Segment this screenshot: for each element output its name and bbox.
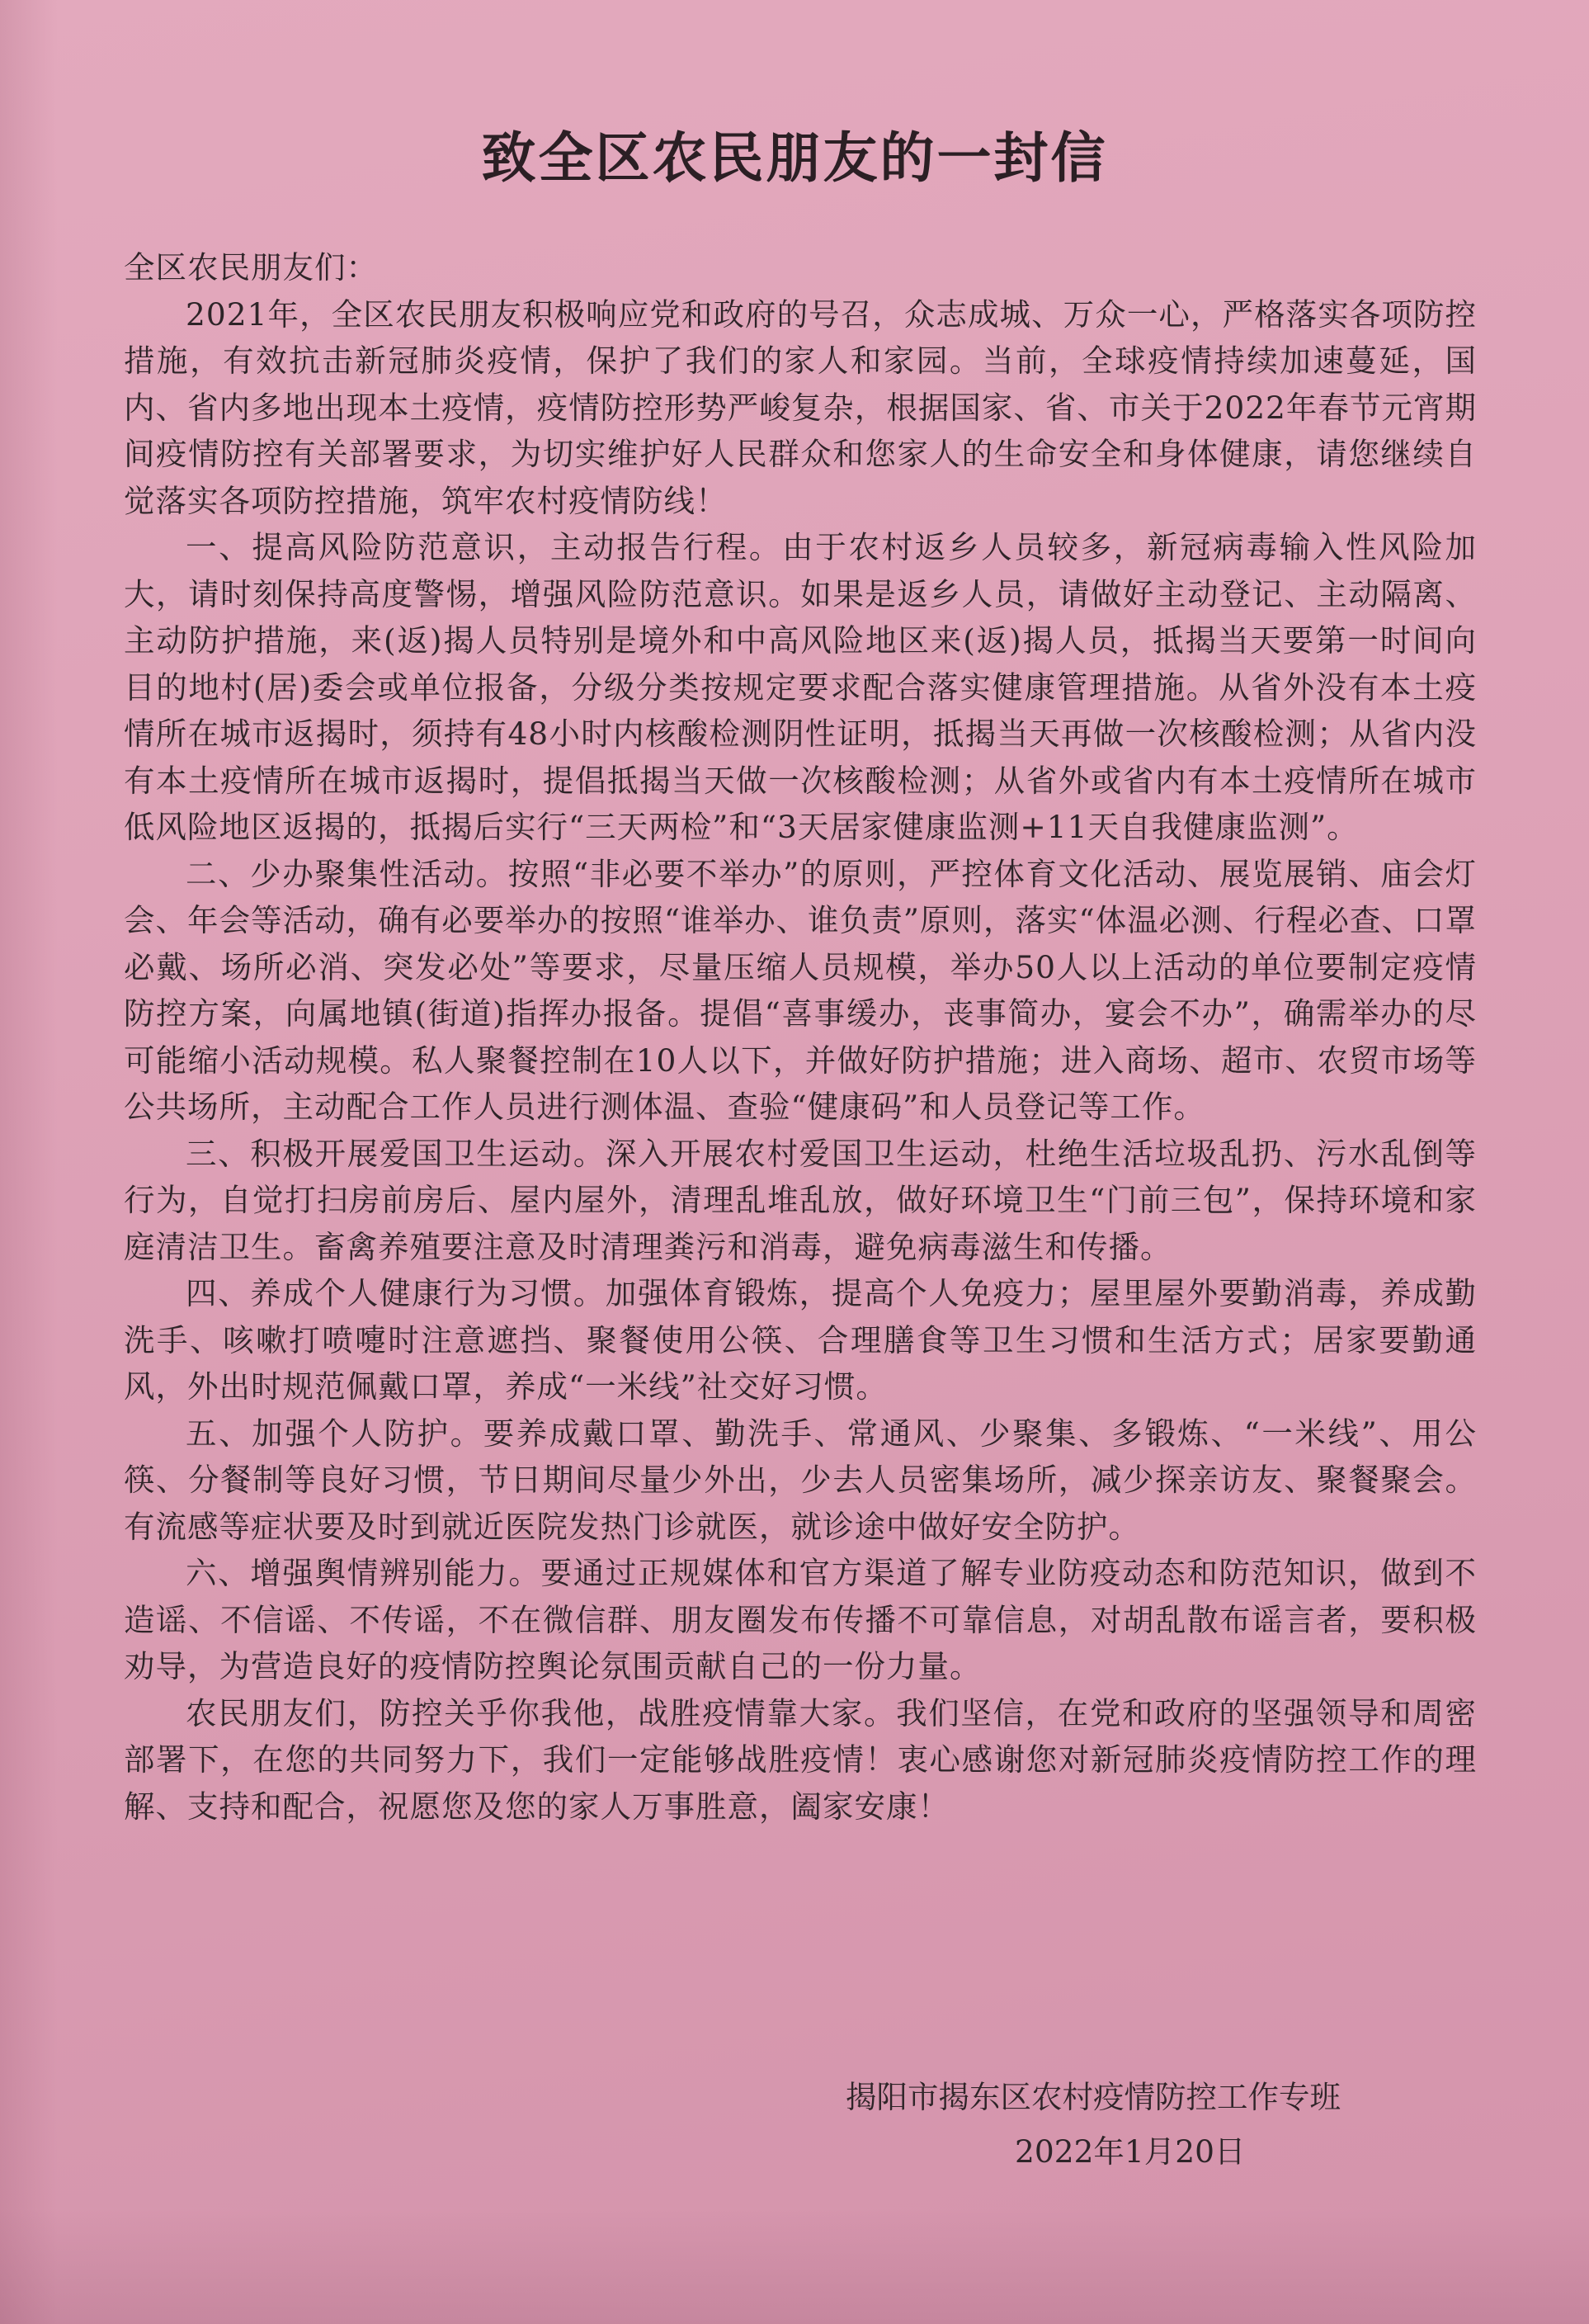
paragraph-sanitation: 三、积极开展爱国卫生运动。深入开展农村爱国卫生运动，杜绝生活垃圾乱扔、污水乱倒等行为，自觉打扫房前房后、屋内屋外，清理乱堆乱放，做好环境卫生“门前三包”，保持环境和家庭清洁卫生。畜禽养殖要注意及时清理粪污和消毒，避免病毒滋生和传播。 <box>124 1135 1477 1265</box>
paragraph-health-habits: 四、养成个人健康行为习惯。加强体育锻炼，提高个人免疫力；屋里屋外要勤消毒，养成勤洗手、咳嗽打喷嚏时注意遮挡、聚餐使用公筷、合理膳食等卫生习惯和生活方式；居家要勤通风，外出时规范佩戴口罩，养成“一米线”社交好习惯。 <box>124 1275 1477 1405</box>
paper-shadow-left <box>0 0 58 2324</box>
paragraph-intro: 2021年，全区农民朋友积极响应党和政府的号召，众志成城、万众一心，严格落实各项防控措施，有效抗击新冠肺炎疫情，保护了我们的家人和家园。当前，全球疫情持续加速蔓延，国内、省内多地出现本土疫情，疫情防控形势严峻复杂，根据国家、省、市关于2022年春节元宵期间疫情防控有关部署要求，为切实维护好人民群众和您家人的生命安全和身体健康，请您继续自觉落实各项防控措施，筑牢农村疫情防线！ <box>124 295 1477 519</box>
signature-date: 2022年1月20日 <box>1015 2133 1246 2170</box>
paragraph-gatherings: 二、少办聚集性活动。按照“非必要不举办”的原则，严控体育文化活动、展览展销、庙会灯会、年会等活动，确有必要举办的按照“谁举办、谁负责”原则，落实“体温必测、行程必查、口罩必戴、场所必消、突发必处”等要求，尽量压缩人员规模，举办50人以上活动的单位要制定疫情防控方案，向属地镇(街道)指挥办报备。提倡“喜事缓办，丧事简办，宴会不办”，确需举办的尽可能缩小活动规模。私人聚餐控制在10人以下，并做好防护措施；进入商场、超市、农贸市场等公共场所，主动配合工作人员进行测体温、查验“健康码”和人员登记等工作。 <box>124 855 1477 1125</box>
paragraph-closing: 农民朋友们，防控关乎你我他，战胜疫情靠大家。我们坚信，在党和政府的坚强领导和周密部署下，在您的共同努力下，我们一定能够战胜疫情！衷心感谢您对新冠肺炎疫情防控工作的理解、支持和配合，祝愿您及您的家人万事胜意，阖家安康！ <box>124 1694 1477 1825</box>
letter-title: 致全区农民朋友的一封信 <box>481 125 1108 190</box>
paper-shadow-bottom <box>0 2208 1589 2324</box>
signature-block <box>833 2070 1427 2179</box>
signature-organization: 揭阳市揭东区农村疫情防控工作专班 <box>846 2079 1341 2115</box>
letter-body <box>124 244 1477 1830</box>
letter-greeting: 全区农民朋友们： <box>124 249 378 286</box>
paragraph-risk-awareness: 一、提高风险防范意识，主动报告行程。由于农村返乡人员较多，新冠病毒输入性风险加大，请时刻保持高度警惕，增强风险防范意识。如果是返乡人员，请做好主动登记、主动隔离、主动防护措施，来(返)揭人员特别是境外和中高风险地区来(返)揭人员，抵揭当天要第一时间向目的地村(居)委会或单位报备，分级分类按规定要求配合落实健康管理措施。从省外没有本土疫情所在城市返揭时，须持有48小时内核酸检测阴性证明，抵揭当天再做一次核酸检测；从省内没有本土疫情所在城市返揭时，提倡抵揭当天做一次核酸检测；从省外或省内有本土疫情所在城市低风险地区返揭的，抵揭后实行“三天两检”和“3天居家健康监测+11天自我健康监测”。 <box>124 529 1477 845</box>
paragraph-personal-protection: 五、加强个人防护。要养成戴口罩、勤洗手、常通风、少聚集、多锻炼、“一米线”、用公筷、分餐制等良好习惯，节日期间尽量少外出，少去人员密集场所，减少探亲访友、聚餐聚会。有流感等症状要及时到就近医院发热门诊就医，就诊途中做好安全防护。 <box>124 1415 1477 1545</box>
paragraph-rumor-awareness: 六、增强舆情辨别能力。要通过正规媒体和官方渠道了解专业防疫动态和防范知识，做到不造谣、不信谣、不传谣，不在微信群、朋友圈发布传播不可靠信息，对胡乱散布谣言者，要积极劝导，为营造良好的疫情防控舆论氛围贡献自己的一份力量。 <box>124 1555 1477 1684</box>
